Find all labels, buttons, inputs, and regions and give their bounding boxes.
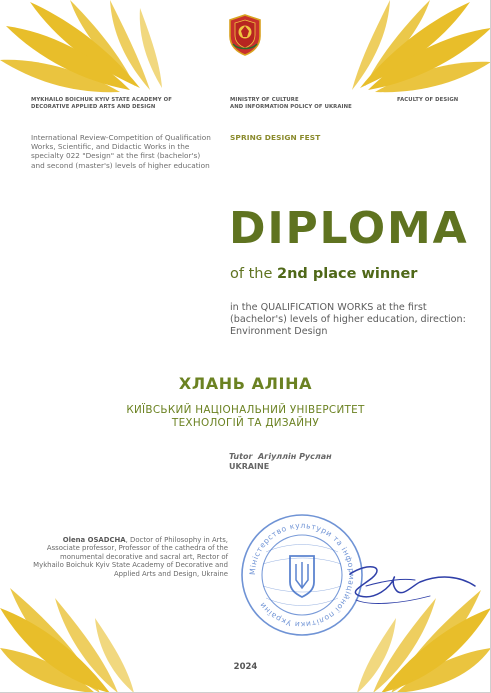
university-line1: КИЇВСЬКИЙ НАЦІОНАЛЬНИЙ УНІВЕРСИТЕТ [126,404,365,416]
competition-intro: International Review-Competition of Qualification Works, Scientific, and Didactic Works in the specialty 022 "Design" at the first (bachelor's) and second (master's) levels of higher education [31,133,211,170]
bottom-left-leaves-ornament [0,588,170,693]
ministry-header [230,97,380,110]
ministry-header-line1: MINISTRY OF CULTURE [230,97,299,103]
place-prefix: of the [230,266,277,282]
tutor-name: Агіуллін Руслан [257,452,332,461]
country-label: UKRAINE [229,462,270,471]
tutor-label: Tutor [229,452,253,461]
faculty-header: FACULTY OF DESIGN [397,97,459,103]
academy-header: MYKHAILO BOICHUK KYIV STATE ACADEMY OF DECORATIVE APPLIED ARTS AND DESIGN [31,97,172,110]
top-left-leaves-ornament [0,0,190,95]
place-line [230,265,417,283]
rector-signature [320,556,480,616]
tutor-line [229,452,332,462]
university-line2: ТЕХНОЛОГІЙ ТА ДИЗАЙНУ [171,416,320,429]
place-value: 2nd place winner [277,266,418,282]
diploma-year: 2024 [233,662,258,672]
university-name [0,404,491,429]
signatory-block [31,536,228,578]
signatory-details: , Doctor of Philosophy in Arts, Associate professor, Professor of the cathedra of the monumental decorative and sacral art, Rector of Mykhailo Boichuk Kyiv State Academy of Decorative and Applied Arts and Design, Ukraine [33,536,228,578]
signatory-name: Olena OSADCHA [62,536,126,544]
academy-emblem-icon [228,14,262,56]
winner-name: ХЛАНЬ АЛІНА [178,374,313,393]
stamp-ring-text: Міністерство культури та інформаційної політики України [247,520,357,630]
ministry-header-line2: AND INFORMATION POLICY OF UKRAINE [230,103,352,110]
top-right-leaves-ornament [330,0,491,95]
fest-label: SPRING DESIGN FEST [230,133,321,142]
diploma-title: DIPLOMA [229,203,469,254]
competition-category: in the QUALIFICATION WORKS at the first (bachelor's) levels of higher education, direction: Environment Design [230,302,466,338]
